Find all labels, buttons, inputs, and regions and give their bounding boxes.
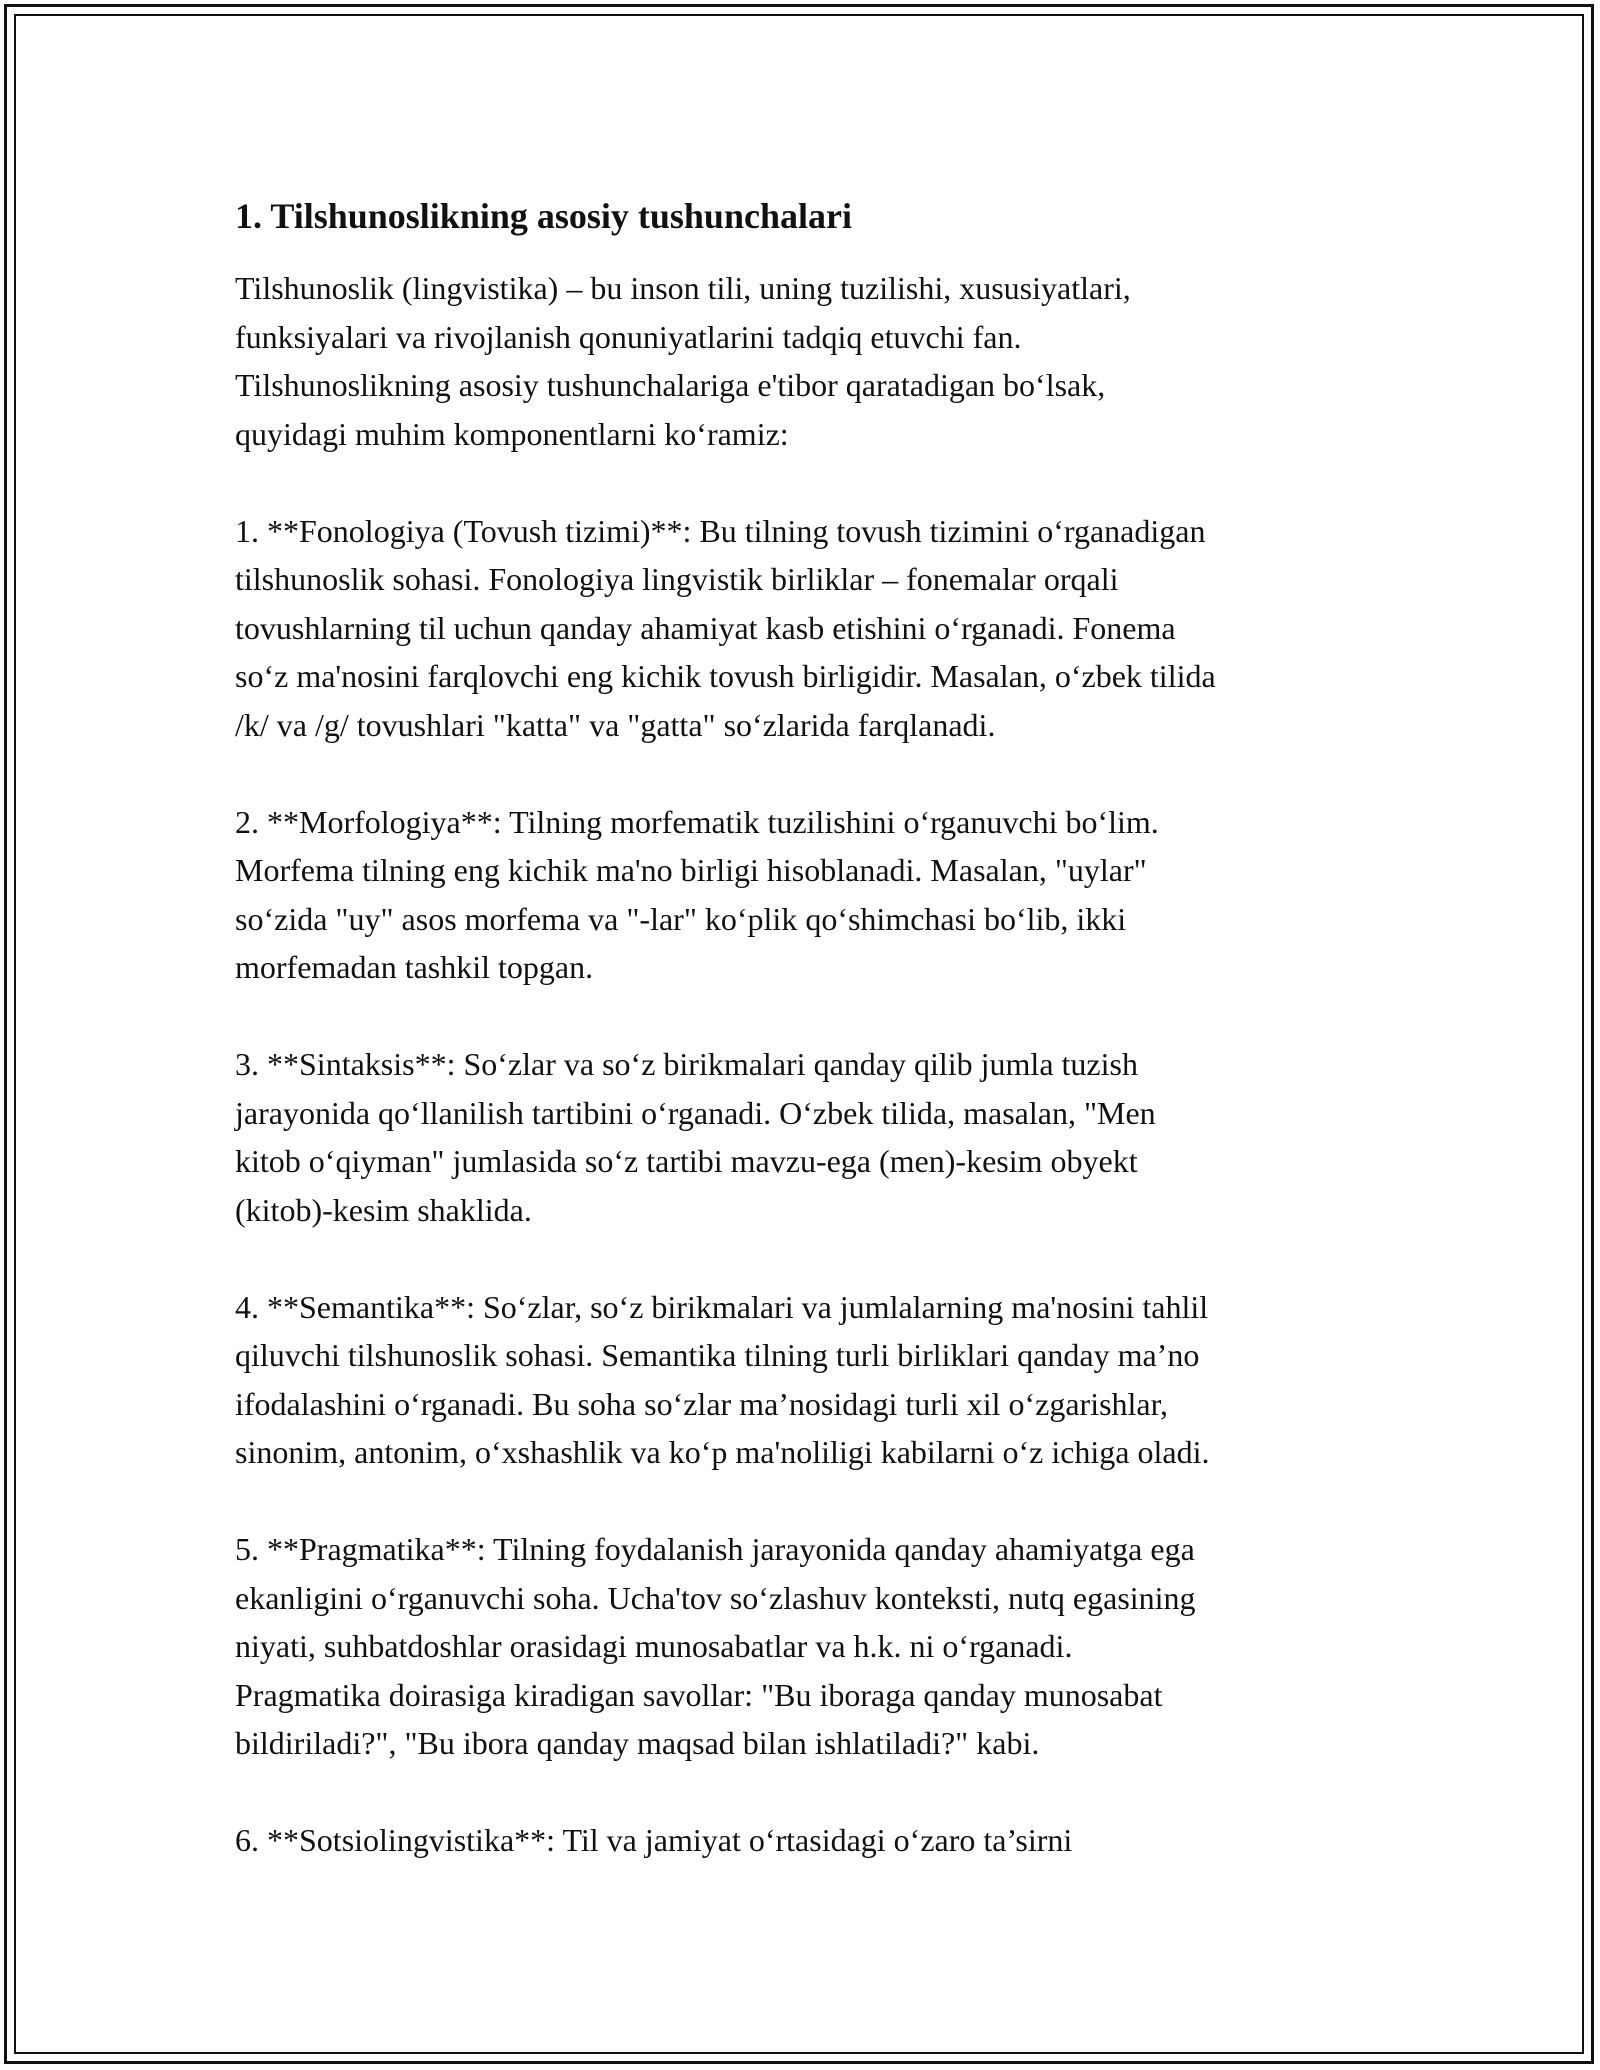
text-line: quyidagi muhim komponentlarni koʻramiz: [235, 415, 789, 452]
paragraph-morfologiya [235, 798, 1385, 992]
text-line: bildiriladi?", "Bu ibora qanday maqsad bilan ishlatiladi?" kabi. [235, 1725, 1040, 1761]
text-line: Pragmatika doirasiga kiradigan savollar: "Bu iboraga qanday munosabat [235, 1676, 1163, 1713]
text-line: morfemadan tashkil topgan. [235, 949, 594, 985]
text-line: tilshunoslik sohasi. Fonologiya lingvistik birliklar – fonemalar orqali [235, 561, 1119, 597]
text-line: 3. **Sintaksis**: Soʻzlar va soʻz birikmalari qanday qilib jumla tuzish [235, 1046, 1138, 1082]
paragraph-intro [235, 264, 1385, 458]
paragraph-spacer [235, 458, 1385, 507]
text-line: soʻzida "uy" asos morfema va "-lar" koʻplik qoʻshimchasi boʻlib, ikki [235, 900, 1127, 937]
text-line: /k/ va /g/ tovushlari "katta" va "gatta" soʻzlarida farqlanadi. [235, 706, 996, 743]
text-line: soʻz ma'nosini farqlovchi eng kichik tovush birligidir. Masalan, oʻzbek tilida [235, 658, 1216, 694]
text-line: Tilshunoslik (lingvistika) – bu inson tili, uning tuzilishi, xususiyatlari, [235, 270, 1131, 306]
text-line: sinonim, antonim, oʻxshashlik va koʻp ma'noliligi kabilarni oʻz ichiga oladi. [235, 1434, 1210, 1470]
paragraph-spacer [235, 1477, 1385, 1526]
text-line: 6. **Sotsiolingvistika**: Til va jamiyat oʻrtasidagi oʻzaro ta’sirni [235, 1822, 1073, 1858]
text-line: tovushlarning til uchun qanday ahamiyat kasb etishini oʻrganadi. Fonema [235, 609, 1176, 646]
text-line: niyati, suhbatdoshlar orasidagi munosabatlar va h.k. ni oʻrganadi. [235, 1628, 1073, 1664]
text-line: qiluvchi tilshunoslik sohasi. Semantika tilning turli birliklari qanday ma’no [235, 1337, 1200, 1373]
paragraph-spacer [235, 1234, 1385, 1283]
paragraph-sintaksis [235, 1040, 1385, 1234]
text-line: jarayonida qoʻllanilish tartibini oʻrganadi. Oʻzbek tilida, masalan, "Men [235, 1094, 1156, 1131]
text-line: 4. **Semantika**: Soʻzlar, soʻz birikmalari va jumlalarning ma'nosini tahlil [235, 1288, 1209, 1325]
paragraph-pragmatika [235, 1525, 1385, 1768]
text-line: Tilshunoslikning asosiy tushunchalariga e'tibor qaratadigan boʻlsak, [235, 367, 1106, 403]
text-line: 1. **Fonologiya (Tovush tizimi)**: Bu tilning tovush tizimini oʻrganadigan [235, 512, 1206, 549]
text-line: ifodalashini oʻrganadi. Bu soha soʻzlar ma’nosidagi turli xil oʻzgarishlar, [235, 1385, 1168, 1422]
paragraph-semantika [235, 1283, 1385, 1477]
text-line: funksiyalari va rivojlanish qonuniyatlarini tadqiq etuvchi fan. [235, 318, 1022, 355]
text-line: (kitob)-kesim shaklida. [235, 1191, 532, 1228]
document-body [235, 188, 1385, 1865]
text-line: kitob oʻqiyman" jumlasida soʻz tartibi mavzu-ega (men)-kesim obyekt [235, 1143, 1138, 1179]
paragraph-spacer [235, 749, 1385, 798]
text-line: ekanligini oʻrganuvchi soha. Ucha'tov soʻzlashuv konteksti, nutq egasining [235, 1579, 1196, 1616]
text-line: 5. **Pragmatika**: Tilning foydalanish jarayonida qanday ahamiyatga ega [235, 1531, 1195, 1567]
paragraph-fonologiya [235, 507, 1385, 750]
text-line: Morfema tilning eng kichik ma'no birligi hisoblanadi. Masalan, "uylar" [235, 852, 1147, 888]
paragraph-spacer [235, 1768, 1385, 1817]
paragraph-sotsiolingvistika [235, 1816, 1385, 1865]
text-line: 2. **Morfologiya**: Tilning morfematik tuzilishini oʻrganuvchi boʻlim. [235, 803, 1159, 840]
document-title: 1. Tilshunoslikning asosiy tushunchalari [235, 196, 852, 236]
paragraph-spacer [235, 992, 1385, 1041]
